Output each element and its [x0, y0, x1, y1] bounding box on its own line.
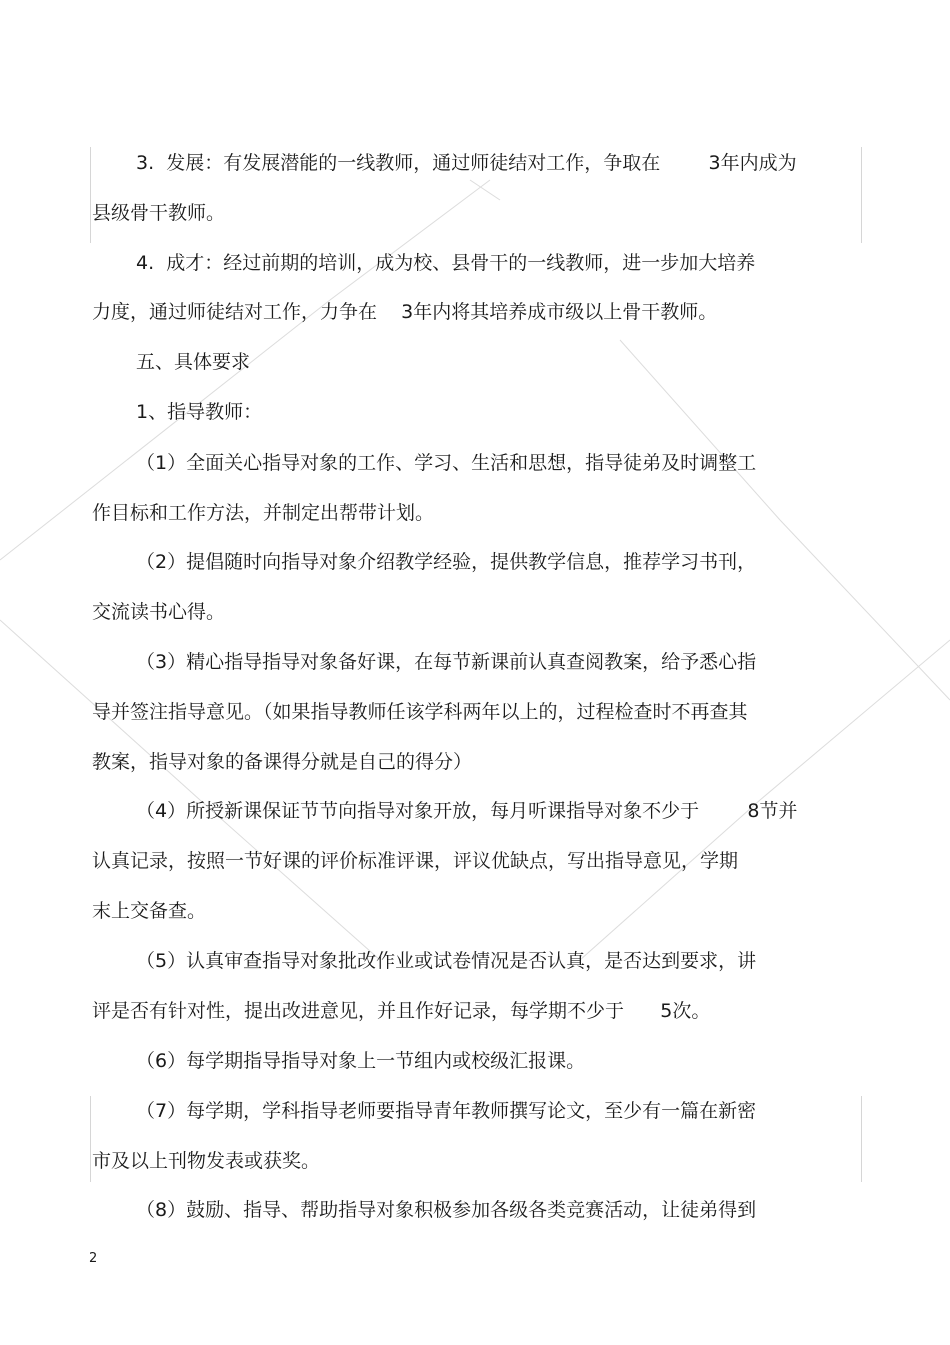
paragraph-line: （6）每学期指导指导对象上一节组内或校级汇报课。 — [136, 1050, 586, 1072]
paragraph-line: 力度，通过师徒结对工作，力争在 3年内将其培养成市级以上骨干教师。 — [92, 301, 718, 323]
paragraph-line: 教案，指导对象的备课得分就是自己的得分） — [92, 751, 473, 773]
paragraph-line: 交流读书心得。 — [92, 601, 226, 623]
paragraph-line: 认真记录，按照一节好课的评价标准评课，评议优缺点，写出指导意见，学期 — [92, 850, 739, 872]
subsection-heading: 1、指导教师： — [136, 401, 263, 423]
paragraph-line: （8）鼓励、指导、帮助指导对象积极参加各级各类竞赛活动，让徒弟得到 — [136, 1199, 757, 1221]
paragraph-line: （7）每学期，学科指导老师要指导青年教师撰写论文，至少有一篇在新密 — [136, 1100, 757, 1122]
paragraph-line: （1）全面关心指导对象的工作、学习、生活和思想，指导徒弟及时调整工 — [136, 452, 757, 474]
paragraph-line: 4. 成才：经过前期的培训，成为校、县骨干的一线教师，进一步加大培养 — [136, 252, 756, 274]
paragraph-line: 末上交备查。 — [92, 900, 207, 922]
paragraph-line: 市及以上刊物发表或获奖。 — [92, 1150, 321, 1172]
section-heading: 五、具体要求 — [136, 351, 251, 373]
paragraph-line: 3. 发展：有发展潜能的一线教师，通过师徒结对工作，争取在 3年内成为 — [136, 152, 797, 174]
paragraph-line: （3）精心指导指导对象备好课，在每节新课前认真查阅教案，给予悉心指 — [136, 651, 757, 673]
paragraph-line: （2）提倡随时向指导对象介绍教学经验，提供教学信息，推荐学习书刊， — [136, 551, 757, 573]
paragraph-line: 县级骨干教师。 — [92, 202, 226, 224]
paragraph-line: （4）所授新课保证节节向指导对象开放，每月听课指导对象不少于 8节并 — [136, 800, 798, 822]
paragraph-line: 作目标和工作方法，并制定出帮带计划。 — [92, 502, 435, 524]
paragraph-line: 评是否有针对性，提出改进意见，并且作好记录，每学期不少于 5次。 — [92, 1000, 711, 1022]
page-number: 2 — [89, 1251, 98, 1266]
paragraph-line: 导并签注指导意见。（如果指导教师任该学科两年以上的，过程检查时不再查其 — [92, 701, 748, 723]
paragraph-line: （5）认真审查指导对象批改作业或试卷情况是否认真，是否达到要求，讲 — [136, 950, 757, 972]
